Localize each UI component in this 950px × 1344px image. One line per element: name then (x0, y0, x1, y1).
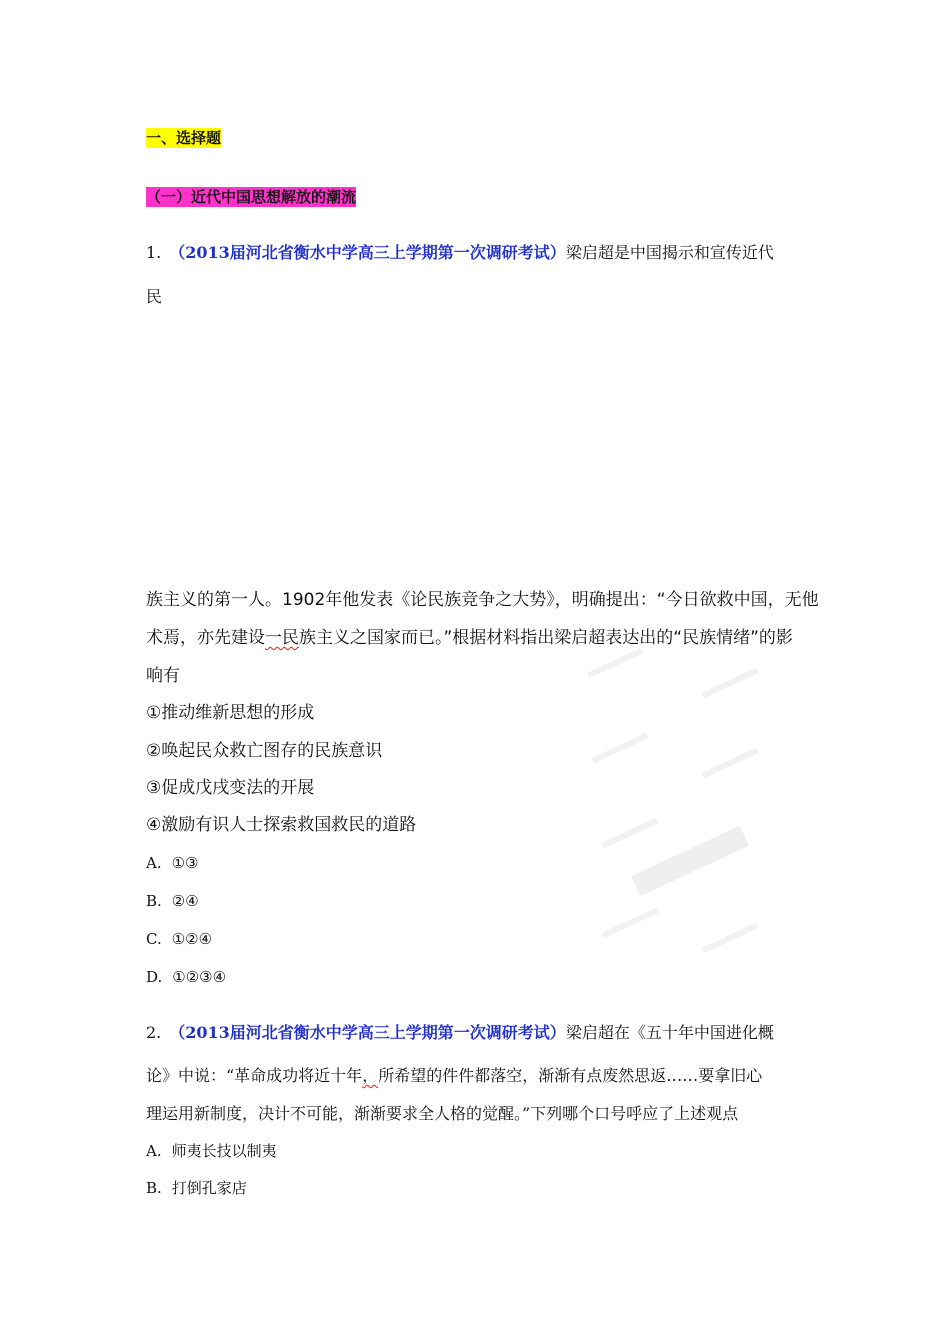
question-1-option-b (146, 891, 199, 911)
section-heading: 一、选择题 (146, 129, 222, 147)
watermark-mark (602, 818, 659, 849)
question-1-stem-line-4-a: 术焉，亦先建设 (146, 628, 265, 648)
watermark-mark (702, 668, 759, 699)
question-2-source: （2013届河北省衡水中学高三上学期第一次调研考试） (169, 1023, 566, 1042)
question-1-stem-line-4-c: 族主义之国家而已。”根据材料指出梁启超表达出的“民族情绪”的影 (299, 628, 793, 648)
option-letter: B. (146, 892, 162, 910)
option-text: 打倒孔家店 (171, 1179, 247, 1197)
spellcheck-marked-text: 一民 (265, 628, 299, 648)
watermark-logo (631, 826, 749, 897)
question-1-item-2: ②唤起民众救亡图存的民族意识 (146, 741, 383, 761)
question-1-option-a (146, 853, 199, 873)
question-2-number: 2. (146, 1023, 162, 1042)
option-text: ②④ (171, 892, 199, 910)
option-letter: D. (146, 968, 163, 986)
question-2-stem-line-3: 理运用新制度，决计不可能，渐渐要求全人格的觉醒。”下列哪个口号呼应了上述观点 (146, 1104, 739, 1123)
question-1-stem-part-1: 梁启超是中国揭示和宣传近代 (565, 243, 774, 262)
question-2-option-a (146, 1141, 277, 1161)
question-1-item-3: ③促成戊戌变法的开展 (146, 778, 315, 798)
option-letter: B. (146, 1179, 162, 1197)
question-1-stem-part-2: 民 (146, 287, 163, 306)
option-letter: A. (146, 854, 162, 872)
watermark-mark (702, 923, 759, 954)
option-text: ①②④ (171, 930, 213, 948)
question-2-line-1 (146, 1023, 774, 1043)
question-2-stem-line-2-c: 所希望的件件都落空，渐渐有点废然思返……要拿旧心 (378, 1066, 763, 1085)
option-text: ①③ (171, 854, 199, 872)
option-letter: A. (146, 1142, 162, 1160)
option-text: 师夷长技以制夷 (171, 1142, 277, 1160)
watermark-mark (602, 908, 659, 939)
question-1-line-1 (146, 243, 774, 263)
question-2-option-b (146, 1178, 247, 1198)
question-1-source: （2013届河北省衡水中学高三上学期第一次调研考试） (169, 243, 566, 262)
question-1-stem-line-4 (146, 628, 793, 648)
question-1-stem-line-3: 族主义的第一人。1902年他发表《论民族竞争之大势》，明确提出：“今日欲救中国，无他 (146, 590, 819, 610)
question-1-item-1: ①推动维新思想的形成 (146, 703, 315, 723)
option-letter: C. (146, 930, 162, 948)
question-2-stem-part-1: 梁启超在《五十年中国进化概 (565, 1023, 774, 1042)
watermark-mark (587, 648, 644, 679)
question-1-option-c (146, 929, 212, 949)
question-2-stem-line-2 (146, 1066, 762, 1086)
question-1-stem-line-5: 响有 (146, 666, 180, 686)
watermark-mark (592, 733, 649, 764)
spellcheck-marked-text: ， (362, 1066, 379, 1085)
question-2-stem-line-2-a: 论》中说：“革命成功将近十年 (146, 1066, 363, 1085)
watermark-mark (702, 748, 759, 779)
option-text: ①②③④ (172, 968, 227, 986)
question-1-item-4: ④激励有识人士探索救国救民的道路 (146, 815, 417, 835)
question-1-number: 1. (146, 243, 162, 262)
subsection-heading: （一）近代中国思想解放的潮流 (146, 188, 357, 206)
question-1-option-d (146, 967, 226, 987)
